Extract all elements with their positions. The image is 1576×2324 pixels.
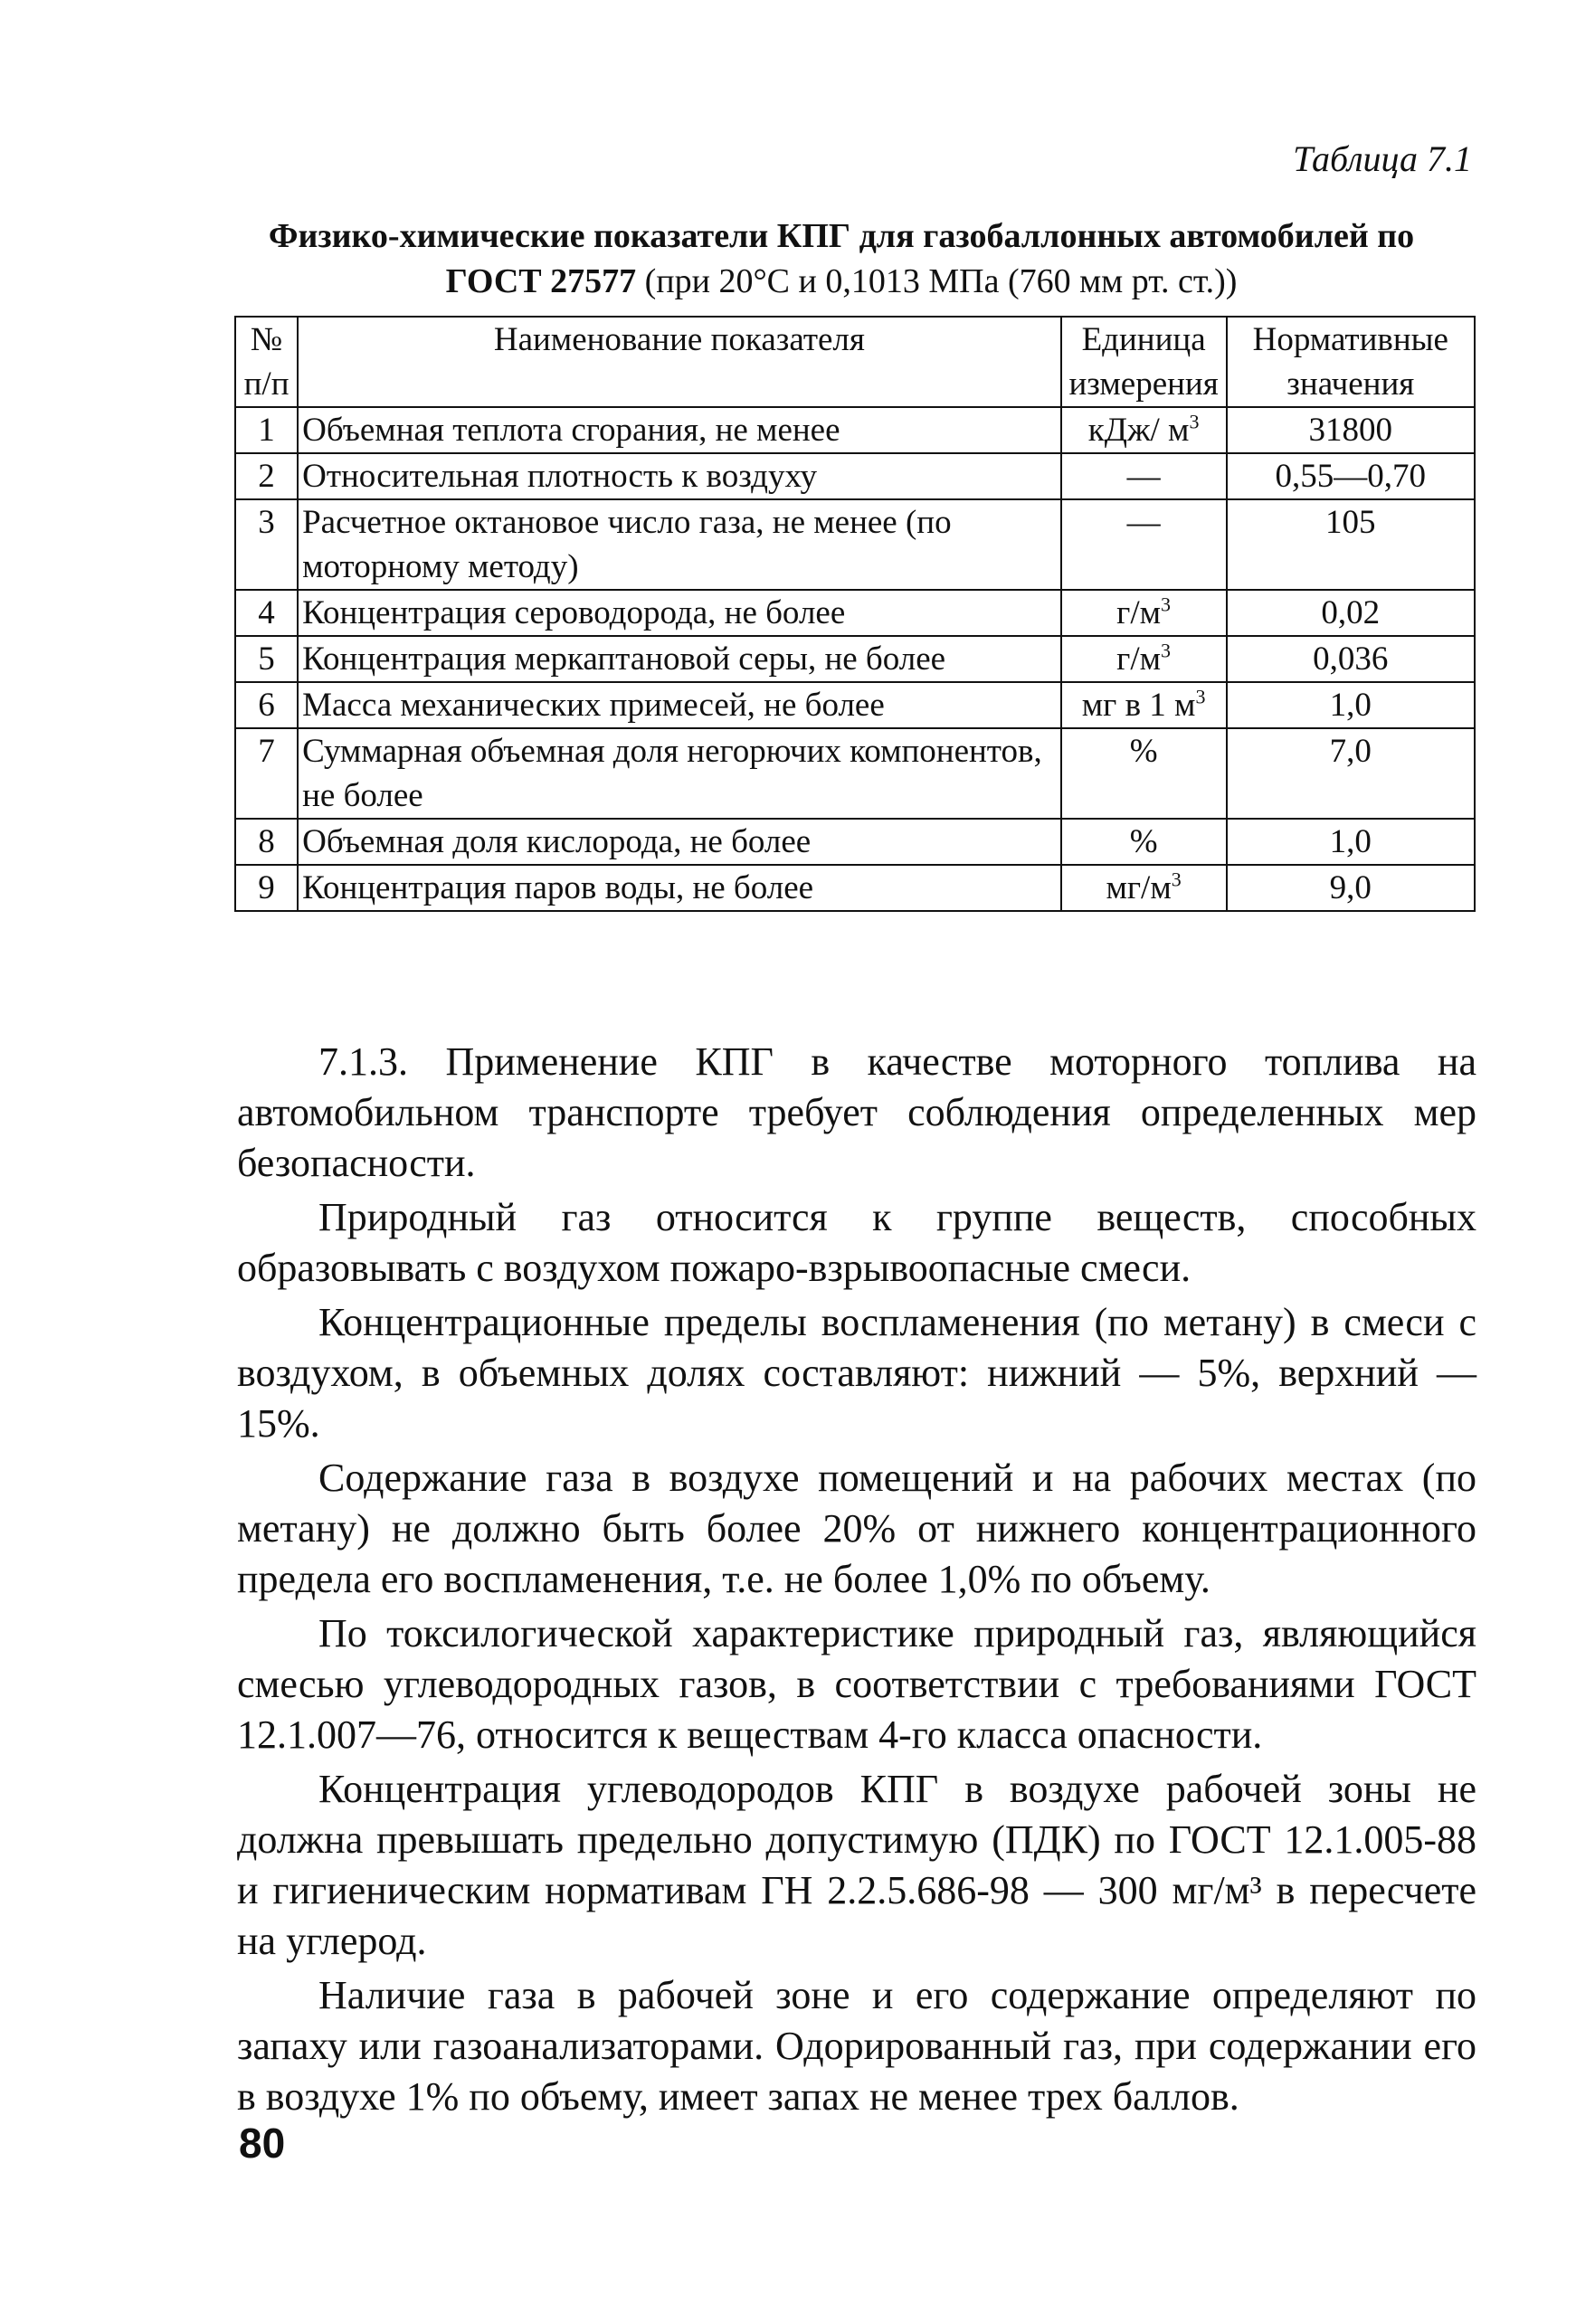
row-unit [1061, 682, 1227, 728]
table-title-conditions: (при 20°С и 0,1013 МПа (760 мм рт. ст.)) [644, 262, 1238, 300]
row-unit [1061, 499, 1227, 590]
paragraph: Природный газ относится к группе веществ, способных образовывать с воздухом пожаро-взрывоопасные смеси. [237, 1195, 1476, 1290]
row-unit-text: мг в 1 м [1081, 687, 1196, 724]
row-unit [1061, 453, 1227, 499]
row-num: 2 [235, 453, 298, 499]
row-norm: 105 [1227, 499, 1475, 590]
row-norm: 1,0 [1227, 819, 1475, 865]
row-unit-text: кДж/ м [1087, 412, 1190, 449]
row-unit-exponent: 3 [1161, 593, 1172, 616]
table-title-bold: Физико-химические показатели КПГ для газобаллонных автомобилей по ГОСТ 27577 [268, 217, 1415, 300]
row-unit-exponent: 3 [1189, 410, 1200, 433]
row-num: 4 [235, 590, 298, 636]
row-norm: 0,02 [1227, 590, 1475, 636]
header-name: Наименование показателя [298, 317, 1061, 407]
table-row [235, 728, 1475, 819]
row-norm: 0,036 [1227, 636, 1475, 682]
row-name: Объемная теплота сгорания, не менее [298, 407, 1061, 453]
header-num: № п/п [235, 317, 298, 407]
row-unit [1061, 819, 1227, 865]
row-unit [1061, 728, 1227, 819]
row-name: Относительная плотность к воздуху [298, 453, 1061, 499]
table-row [235, 819, 1475, 865]
row-unit [1061, 590, 1227, 636]
row-name: Масса механических примесей, не более [298, 682, 1061, 728]
specifications-table [234, 316, 1476, 912]
table-header-row [235, 317, 1475, 407]
row-num: 8 [235, 819, 298, 865]
row-unit [1061, 636, 1227, 682]
row-num: 3 [235, 499, 298, 590]
row-unit-text: % [1129, 733, 1158, 770]
paragraph: По токсилогической характеристике природный газ, являющийся смесью углеводородных газов, в соответствии с требованиями ГОСТ 12.1.007—76, относится к веществам 4-го класса опасности. [237, 1611, 1476, 1757]
paragraph: Концентрационные пределы воспламенения (по метану) в смеси с воздухом, в объемных долях составляют: нижний — 5%, верхний — 15%. [237, 1300, 1476, 1446]
row-unit-exponent: 3 [1161, 639, 1172, 662]
row-unit-text: г/м [1116, 594, 1162, 631]
table-row [235, 865, 1475, 911]
table-row [235, 453, 1475, 499]
row-num: 9 [235, 865, 298, 911]
row-norm: 31800 [1227, 407, 1475, 453]
table-row [235, 636, 1475, 682]
row-name: Концентрация паров воды, не более [298, 865, 1061, 911]
row-unit-text: — [1126, 504, 1161, 541]
body-text [237, 1037, 1476, 2126]
table-row [235, 590, 1475, 636]
row-num: 6 [235, 682, 298, 728]
table-body [235, 407, 1475, 911]
row-unit [1061, 865, 1227, 911]
table-caption: Таблица 7.1 [1293, 138, 1472, 179]
row-unit-exponent: 3 [1171, 868, 1182, 891]
row-num: 5 [235, 636, 298, 682]
row-name: Объемная доля кислорода, не более [298, 819, 1061, 865]
row-unit-text: г/м [1116, 640, 1162, 678]
row-name: Концентрация меркаптановой серы, не более [298, 636, 1061, 682]
row-unit-exponent: 3 [1195, 685, 1206, 708]
row-unit [1061, 407, 1227, 453]
header-norm: Нормативные значения [1227, 317, 1475, 407]
table-row [235, 682, 1475, 728]
row-norm: 1,0 [1227, 682, 1475, 728]
row-name: Суммарная объемная доля негорючих компонентов, не более [298, 728, 1061, 819]
row-name: Концентрация сероводорода, не более [298, 590, 1061, 636]
paragraph: Концентрация углеводородов КПГ в воздухе рабочей зоны не должна превышать предельно допустимую (ПДК) по ГОСТ 12.1.005-88 и гигиеническим нормативам ГН 2.2.5.686-98 — 300 мг/м³ в пересчете на углерод. [237, 1767, 1476, 1963]
page-number: 80 [239, 2120, 286, 2167]
row-unit-text: % [1129, 823, 1158, 860]
paragraph: Содержание газа в воздухе помещений и на рабочих местах (по метану) не должно быть более 20% от нижнего концентрационного предела его воспламенения, т.е. не более 1,0% по объему. [237, 1456, 1476, 1601]
row-unit-text: — [1126, 458, 1161, 495]
header-unit: Единица измерения [1061, 317, 1227, 407]
table-row [235, 407, 1475, 453]
row-num: 1 [235, 407, 298, 453]
row-norm: 7,0 [1227, 728, 1475, 819]
row-norm: 9,0 [1227, 865, 1475, 911]
row-unit-text: мг/м [1106, 869, 1172, 906]
table-title [235, 213, 1448, 304]
paragraph: Наличие газа в рабочей зоне и его содержание определяют по запаху или газоанализаторами. Одорированный газ, при содержании его в воздухе 1% по объему, имеет запах не менее трех баллов. [237, 1973, 1476, 2119]
row-num: 7 [235, 728, 298, 819]
table-row [235, 499, 1475, 590]
paragraph: 7.1.3. Применение КПГ в качестве моторного топлива на автомобильном транспорте требует соблюдения определенных мер безопасности. [237, 1039, 1476, 1185]
row-norm: 0,55—0,70 [1227, 453, 1475, 499]
row-name: Расчетное октановое число газа, не менее (по моторному методу) [298, 499, 1061, 590]
